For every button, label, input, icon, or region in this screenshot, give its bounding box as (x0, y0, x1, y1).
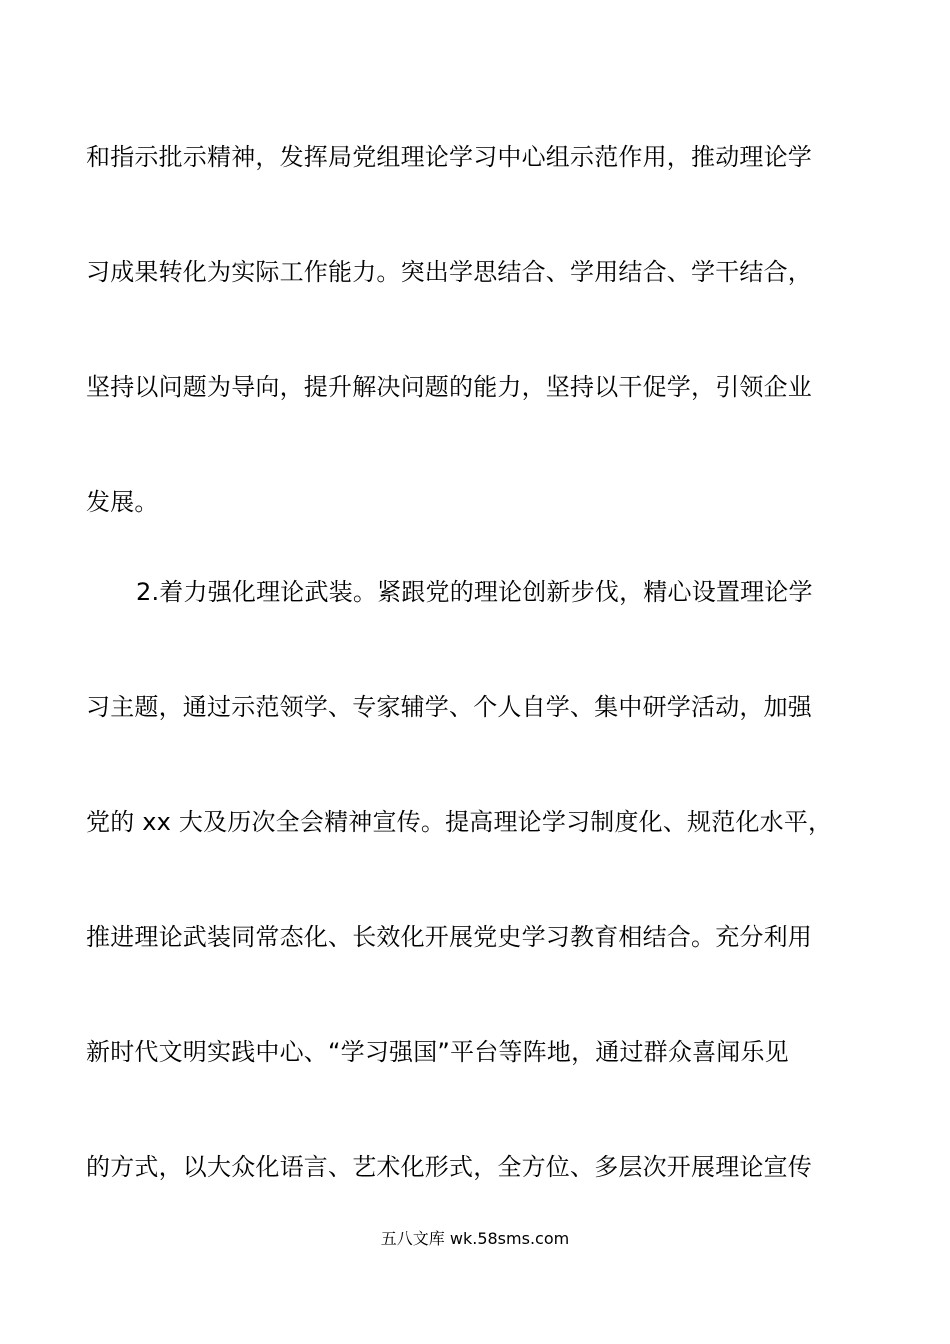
text-line-8: 推进理论武装同常态化、长效化开展党史学习教育相结合。充分利用 (86, 923, 812, 951)
text-line-3: 坚持以问题为导向，提升解决问题的能力，坚持以干促学，引领企业 (86, 373, 812, 401)
text-line-10: 的方式，以大众化语言、艺术化形式，全方位、多层次开展理论宣传 (86, 1153, 812, 1181)
text-line-7: 党的 xx 大及历次全会精神宣传。提高理论学习制度化、规范化水平， (86, 808, 833, 836)
text-line-4: 发展。 (86, 488, 159, 516)
text-line-5: 2.着力强化理论武装。紧跟党的理论创新步伐，精心设置理论学 (136, 578, 813, 606)
text-line-9: 新时代文明实践中心、“学习强国”平台等阵地，通过群众喜闻乐见 (86, 1038, 789, 1066)
page-footer: 五八文库 wk.58sms.com (380, 1229, 570, 1248)
text-line-2: 习成果转化为实际工作能力。突出学思结合、学用结合、学干结合， (86, 258, 812, 286)
text-line-1: 和指示批示精神，发挥局党组理论学习中心组示范作用，推动理论学 (86, 143, 812, 171)
text-line-6: 习主题，通过示范领学、专家辅学、个人自学、集中研学活动，加强 (86, 693, 812, 721)
